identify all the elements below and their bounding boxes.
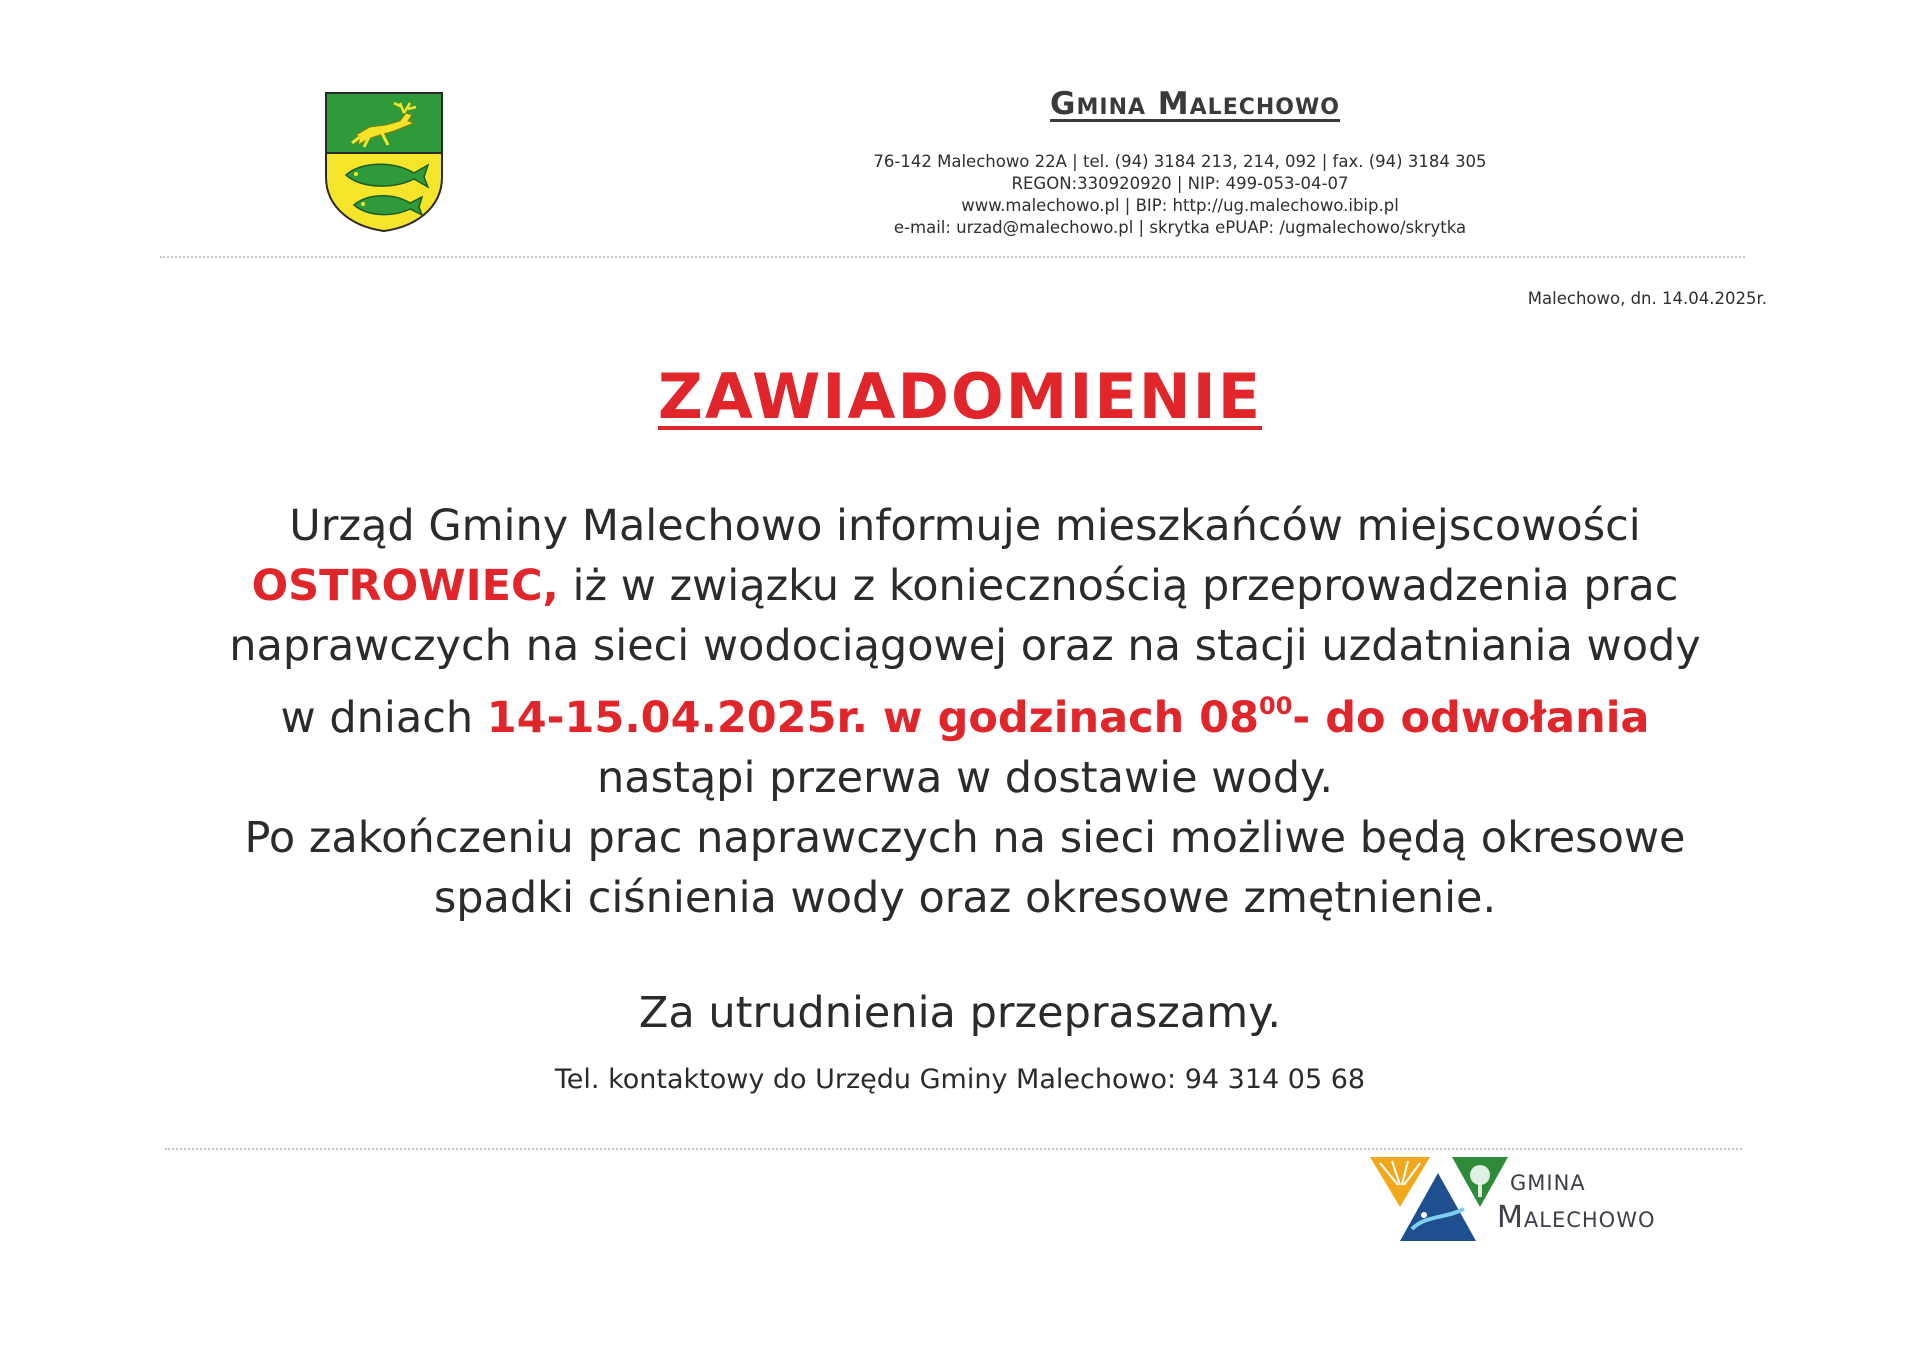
notice-line: nastąpi przerwa w dostawie wody. — [596, 753, 1334, 803]
notice-line: spadki ciśnienia wody oraz okresowe zmętnienie. — [433, 873, 1497, 923]
contact-phone: Tel. kontaktowy do Urzędu Gminy Malechowo: 94 314 05 68 — [554, 1064, 1366, 1095]
outage-dates-hours — [487, 693, 1650, 743]
apology-text: Za utrudnienia przepraszamy. — [638, 988, 1282, 1038]
notice-heading — [0, 360, 1920, 433]
hour-superscript: 00 — [1259, 692, 1293, 720]
header-title: Gmina Malechowo — [1050, 86, 1340, 122]
dates-hours-text: 14-15.04.2025r. w godzinach 08 — [486, 693, 1259, 743]
dates-prefix: w dniach — [280, 693, 487, 743]
coat-of-arms-icon — [324, 91, 444, 233]
notice-line-text: iż w związku z koniecznością przeprowadzenia prac — [558, 561, 1679, 611]
footer-logo-gmina: GMINA — [1510, 1171, 1586, 1195]
notice-line — [120, 556, 1810, 616]
notice-line: Urząd Gminy Malechowo informuje mieszkańców miejscowości — [289, 501, 1641, 551]
footer-divider — [165, 1148, 1742, 1150]
email-line: e-mail: urzad@malechowo.pl | skrytka ePUAP: /ugmalechowo/skrytka — [893, 218, 1467, 237]
locality-name: OSTROWIEC, — [251, 561, 559, 611]
until-text: - do odwołania — [1292, 693, 1650, 743]
website-line: www.malechowo.pl | BIP: http://ug.malechowo.ibip.pl — [961, 196, 1399, 215]
notice-line — [120, 676, 1810, 748]
notice-line: Po zakończeniu prac naprawczych na sieci możliwe będą okresowe — [244, 813, 1686, 863]
notice-heading-text: ZAWIADOMIENIE — [657, 360, 1263, 433]
document-date: Malechowo, dn. 14.04.2025r. — [1527, 289, 1767, 308]
footer-logo-name: Malechowo — [1497, 1200, 1656, 1235]
address-line: 76-142 Malechowo 22A | tel. (94) 3184 213, 214, 092 | fax. (94) 3184 305 — [873, 152, 1487, 171]
registry-line: REGON:330920920 | NIP: 499-053-04-07 — [1011, 174, 1349, 193]
header-divider — [160, 256, 1745, 258]
notice-body — [120, 496, 1810, 928]
header-contact — [790, 151, 1570, 239]
notice-line: naprawczych na sieci wodociągowej oraz na stacji uzdatniania wody — [229, 621, 1701, 671]
